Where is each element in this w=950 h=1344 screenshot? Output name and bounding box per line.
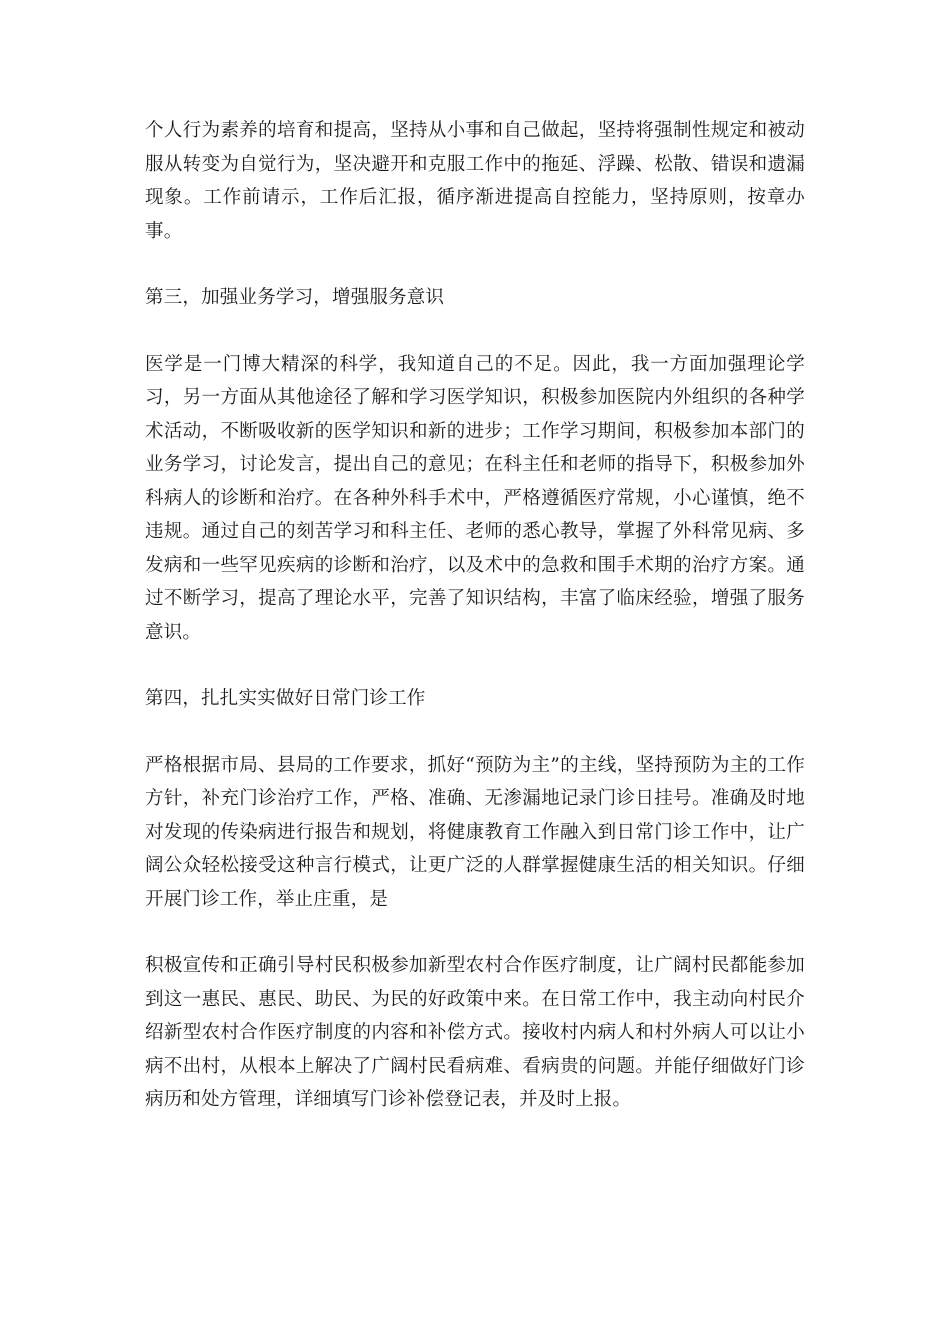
section-heading-fourth: 第四，扎扎实实做好日常门诊工作: [145, 688, 426, 709]
paragraph-outpatient-work: 严格根据市局、县局的工作要求，抓好“预防为主”的主线，坚持预防为主的工作方针，补充门诊治疗工作，严格、准确、无渗漏地记录门诊日挂号。准确及时地对发现的传染病进行报告和规划，将健康教育工作融入到日常门诊工作中，让广阔公众轻松接受这种言行模式，让更广泛的人群掌握健康生活的相关知识。仔细开展门诊工作，举止庄重，是: [145, 754, 805, 910]
paragraph-rural-medical-cooperation: 积极宣传和正确引导村民积极参加新型农村合作医疗制度，让广阔村民都能参加到这一惠民、惠民、助民、为民的好政策中来。在日常工作中，我主动向村民介绍新型农村合作医疗制度的内容和补偿方式。接收村内病人和村外病人可以让小病不出村，从根本上解决了广阔村民看病难、看病贵的问题。并能仔细做好门诊病历和处方管理，详细填写门诊补偿登记表，并及时上报。: [145, 955, 805, 1110]
paragraph-learning: 医学是一门博大精深的科学，我知道自己的不足。因此，我一方面加强理论学习，另一方面从其他途径了解和学习医学知识，积极参加医院内外组织的各种学术活动，不断吸收新的医学知识和新的进步；工作学习期间，积极参加本部门的业务学习，讨论发言，提出自己的意见；在科主任和老师的指导下，积极参加外科病人的诊断和治疗。在各种外科手术中，严格遵循医疗常规，小心谨慎，绝不违规。通过自己的刻苦学习和科主任、老师的悉心教导，掌握了外科常见病、多发病和一些罕见疾病的诊断和治疗，以及术中的急救和围手术期的治疗方案。通过不断学习，提高了理论水平，完善了知识结构，丰富了临床经验，增强了服务意识。: [145, 353, 805, 643]
document-body: [145, 114, 805, 1150]
section-heading-third: 第三，加强业务学习，增强服务意识: [145, 287, 445, 308]
paragraph-self-discipline: 个人行为素养的培育和提高，坚持从小事和自己做起，坚持将强制性规定和被动服从转变为自觉行为，坚决避开和克服工作中的拖延、浮躁、松散、错误和遗漏现象。工作前请示，工作后汇报，循序渐进提高自控能力，坚持原则，按章办事。: [145, 120, 805, 242]
